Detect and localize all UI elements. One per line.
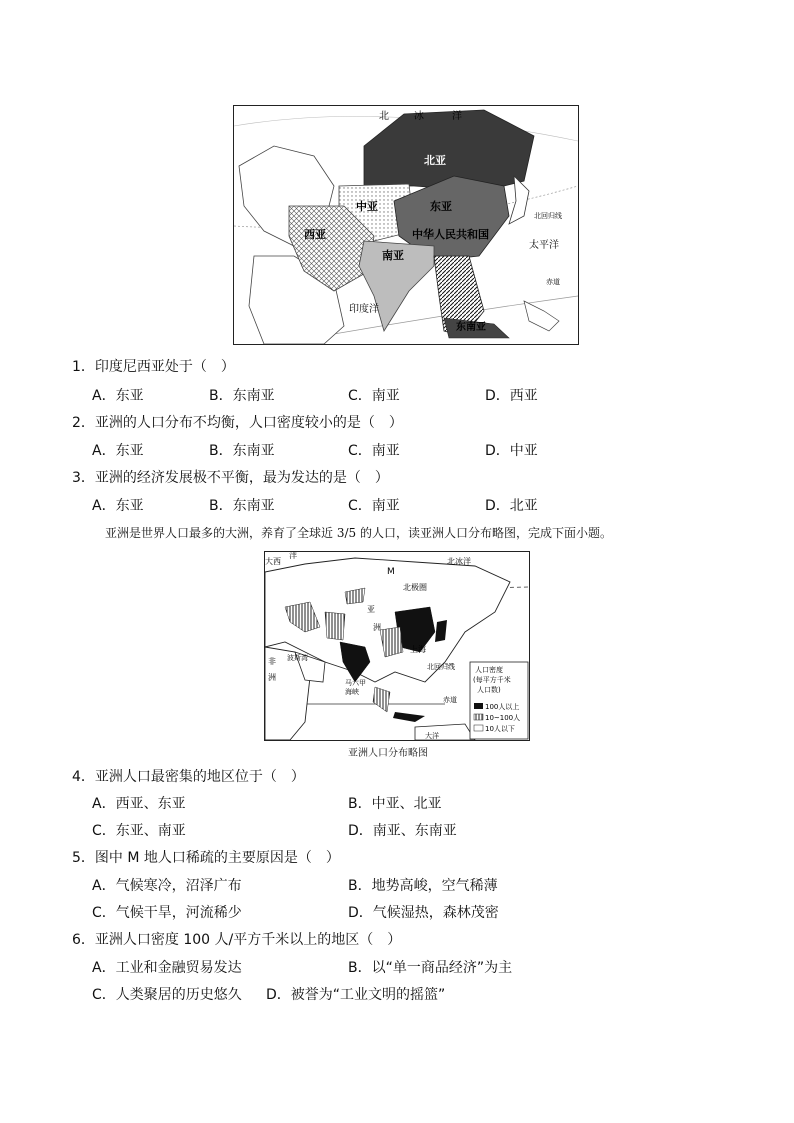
asia-regions-map: [233, 105, 579, 345]
label-indian-ocean: 印度洋: [349, 304, 379, 315]
q3-option-a[interactable]: A．东亚: [92, 498, 144, 514]
q6-option-a[interactable]: A．工业和金融贸易发达: [92, 960, 242, 976]
label-southeast-asia: 东南亚: [456, 322, 486, 333]
q3-option-b[interactable]: B．东南亚: [209, 498, 275, 514]
question-3: 3．亚洲的经济发展极不平衡，最为发达的是（ ）: [72, 470, 389, 486]
q6-option-b[interactable]: B．以“单一商品经济”为主: [348, 960, 513, 976]
legend-title-1: 人口密度: [475, 666, 503, 674]
label-tropic: 北回归线: [534, 212, 562, 220]
question-5: 5．图中 M 地人口稀疏的主要原因是（ ）: [72, 850, 340, 866]
label-malacca-1: 马六甲: [345, 679, 366, 687]
label-atlantic: 大西: [265, 557, 281, 566]
q1-option-d[interactable]: D．西亚: [485, 388, 538, 404]
q5-option-c[interactable]: C．气候干旱，河流稀少: [92, 905, 242, 921]
label-ocean: 洋: [452, 111, 462, 122]
density-mid-central: [325, 612, 345, 640]
q6-option-c[interactable]: C．人类聚居的历史悠久: [92, 987, 242, 1003]
legend-mid: 10~100人: [485, 714, 521, 722]
q2-option-d[interactable]: D．中亚: [485, 443, 538, 459]
label-arctic-circle: 北极圈: [403, 583, 427, 592]
label-central-asia: 中亚: [356, 200, 378, 213]
label-shanghai: 上海: [410, 645, 426, 654]
label-south-asia: 南亚: [382, 249, 404, 262]
label-pacific: 太平洋: [529, 240, 559, 251]
legend-high: 100人以上: [485, 703, 520, 711]
label-asia-1: 亚: [367, 605, 375, 614]
label-north-asia: 北亚: [424, 154, 446, 167]
label-asia-2: 洲: [373, 623, 381, 632]
label-ice: 冰: [414, 111, 424, 122]
map2-caption: 亚洲人口分布略图: [348, 748, 428, 759]
question-4: 4．亚洲人口最密集的地区位于（ ）: [72, 769, 305, 785]
reading-intro: 亚洲是世界人口最多的大洲，养育了全球近 3/5 的人口，读亚洲人口分布略图，完成下面小题。: [105, 526, 612, 540]
q2-option-c[interactable]: C．南亚: [348, 443, 400, 459]
label-persian-gulf: 波斯湾: [287, 654, 308, 662]
density-high-java: [393, 712, 425, 722]
label-north: 北: [379, 111, 389, 122]
question-6: 6．亚洲人口密度 100 人/平方千米以上的地区（ ）: [72, 932, 402, 948]
label-arctic: 北冰洋: [447, 557, 471, 566]
q2-option-a[interactable]: A．东亚: [92, 443, 144, 459]
label-equator: 赤道: [443, 696, 457, 704]
q4-option-a[interactable]: A．西亚、东亚: [92, 796, 186, 812]
q4-option-c[interactable]: C．东亚、南亚: [92, 823, 186, 839]
q1-option-a[interactable]: A．东亚: [92, 388, 144, 404]
label-west-asia: 西亚: [304, 228, 326, 241]
legend-swatch-low: [474, 725, 483, 731]
q1-option-b[interactable]: B．东南亚: [209, 388, 275, 404]
q5-option-a[interactable]: A．气候寒冷，沼泽广布: [92, 878, 242, 894]
q3-option-c[interactable]: C．南亚: [348, 498, 400, 514]
legend-title-3: 人口数): [477, 686, 501, 694]
label-africa-2: 洲: [268, 673, 276, 682]
q6-option-d[interactable]: D．被誉为“工业文明的摇篮”: [266, 987, 446, 1003]
label-east-asia: 东亚: [430, 200, 452, 213]
label-china: 中华人民共和国: [412, 228, 489, 241]
label-africa-1: 非: [268, 657, 276, 666]
label-m: M: [387, 567, 395, 577]
legend-title-2: (每平方千米: [473, 676, 511, 684]
q3-option-d[interactable]: D．北亚: [485, 498, 538, 514]
legend-swatch-mid: [474, 714, 483, 720]
label-malacca-2: 海峡: [345, 688, 359, 696]
q1-option-c[interactable]: C．南亚: [348, 388, 400, 404]
legend-low: 10人以下: [485, 725, 515, 733]
label-equator: 赤道: [546, 278, 560, 286]
label-tropic: 北回归线: [427, 663, 455, 671]
q5-option-d[interactable]: D．气候湿热，森林茂密: [348, 905, 499, 921]
q4-option-b[interactable]: B．中亚、北亚: [348, 796, 442, 812]
q2-option-b[interactable]: B．东南亚: [209, 443, 275, 459]
asia-population-map: [264, 551, 530, 741]
q5-option-b[interactable]: B．地势高峻，空气稀薄: [348, 878, 498, 894]
label-australia: 大洋: [425, 732, 439, 740]
label-ocean: 洋: [289, 552, 297, 560]
question-2: 2．亚洲的人口分布不均衡，人口密度较小的是（ ）: [72, 415, 403, 431]
q4-option-d[interactable]: D．南亚、东南亚: [348, 823, 457, 839]
legend-swatch-high: [474, 703, 483, 709]
question-1: 1．印度尼西亚处于（ ）: [72, 359, 235, 375]
